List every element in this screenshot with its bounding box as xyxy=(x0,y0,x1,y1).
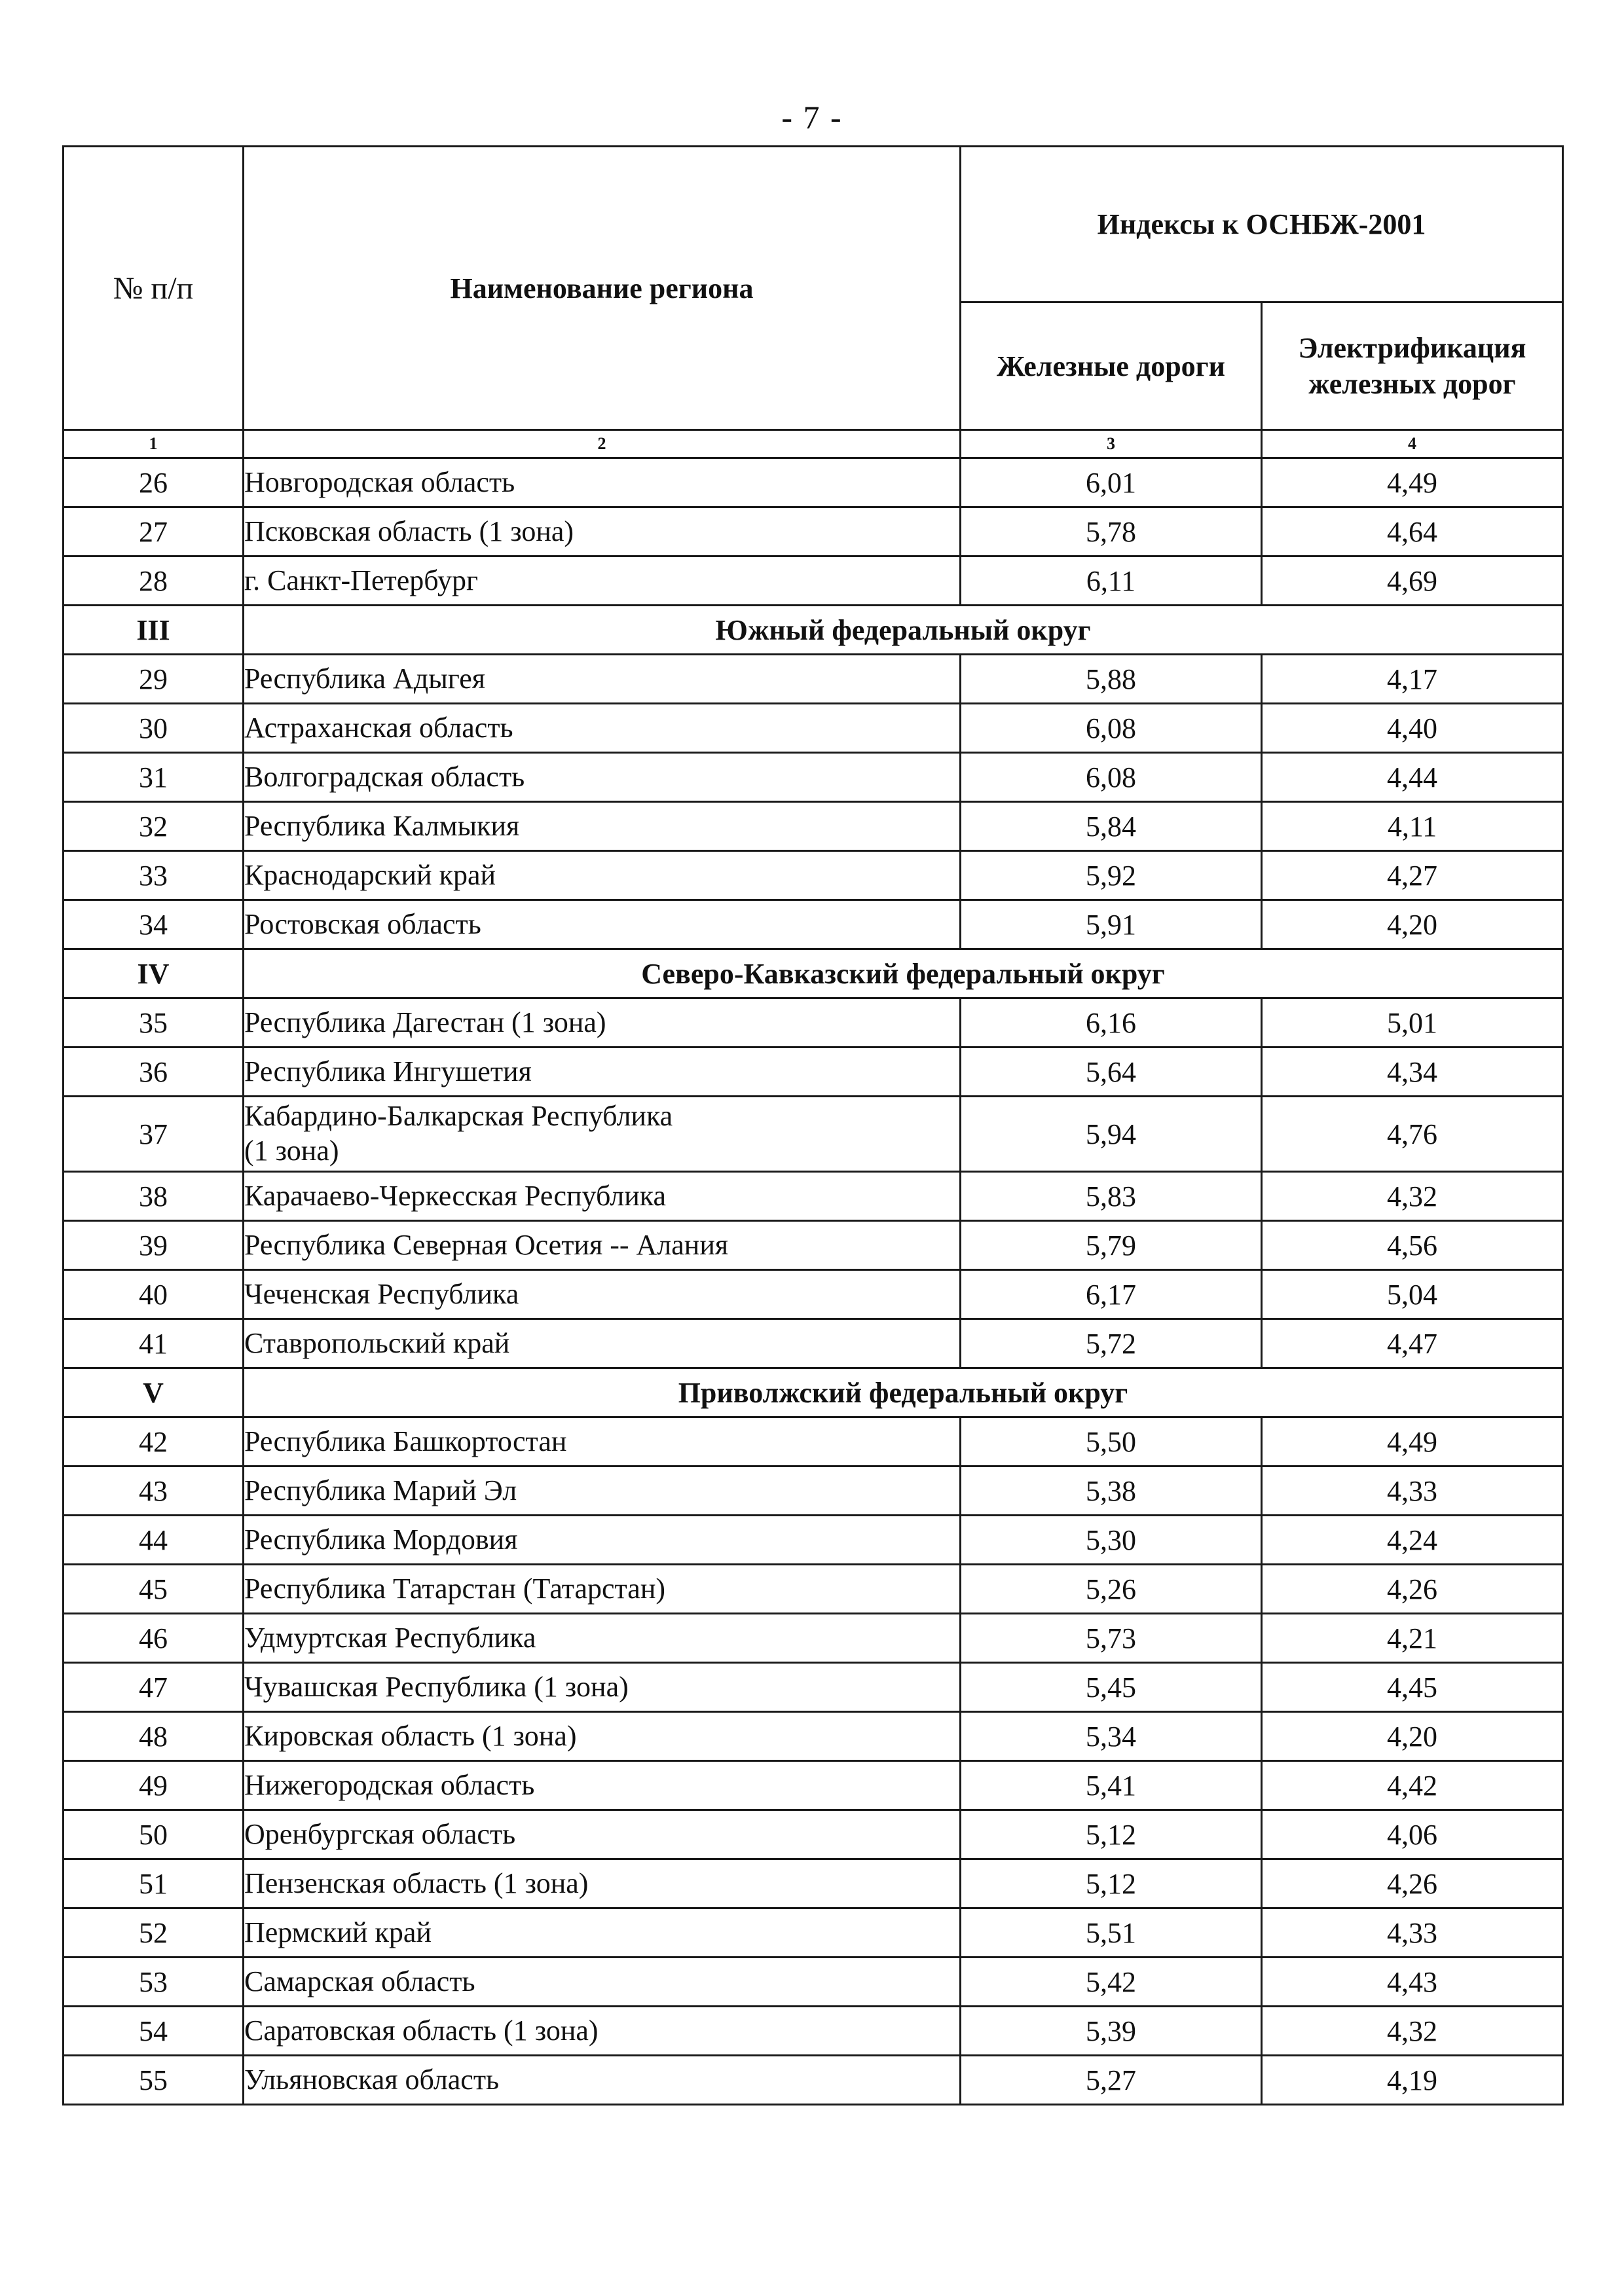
row-number: 26 xyxy=(64,458,244,507)
railway-index: 5,64 xyxy=(961,1048,1262,1097)
table-row xyxy=(64,1958,1563,2007)
railway-index: 5,83 xyxy=(961,1172,1262,1221)
region-name xyxy=(244,1614,961,1663)
railway-index: 5,39 xyxy=(961,2007,1262,2056)
railway-index: 5,12 xyxy=(961,1859,1262,1908)
row-number: 33 xyxy=(64,851,244,900)
region-name xyxy=(244,1565,961,1614)
region-name xyxy=(244,802,961,851)
region-name xyxy=(244,2056,961,2105)
region-name xyxy=(244,1810,961,1859)
region-name-line: Псковская область (1 зона) xyxy=(244,515,574,547)
railway-index: 5,78 xyxy=(961,507,1262,556)
region-name-line: Ульяновская область xyxy=(244,2063,500,2096)
railway-index: 6,08 xyxy=(961,704,1262,753)
row-number: 54 xyxy=(64,2007,244,2056)
electrification-index: 4,20 xyxy=(1262,900,1563,949)
row-number: 47 xyxy=(64,1663,244,1712)
region-name-line: Нижегородская область xyxy=(244,1768,535,1801)
header-railways: Железные дороги xyxy=(961,302,1262,430)
region-name xyxy=(244,1172,961,1221)
electrification-index: 4,42 xyxy=(1262,1761,1563,1810)
table-row xyxy=(64,458,1563,507)
electrification-index: 4,44 xyxy=(1262,753,1563,802)
header-number: № п/п xyxy=(64,147,244,430)
electrification-index: 4,49 xyxy=(1262,458,1563,507)
electrification-index: 4,33 xyxy=(1262,1908,1563,1958)
header-electrification: Электрификация железных дорог xyxy=(1262,302,1563,430)
row-number: 48 xyxy=(64,1712,244,1761)
row-number: 53 xyxy=(64,1958,244,2007)
region-name xyxy=(244,1319,961,1368)
row-number: 52 xyxy=(64,1908,244,1958)
railway-index: 5,84 xyxy=(961,802,1262,851)
region-name-line: Кировская область (1 зона) xyxy=(244,1719,577,1752)
row-number: 51 xyxy=(64,1859,244,1908)
region-name-line: Республика Северная Осетия -- Алания xyxy=(244,1228,729,1261)
row-number: 44 xyxy=(64,1516,244,1565)
region-name xyxy=(244,1958,961,2007)
region-name xyxy=(244,1417,961,1467)
region-name xyxy=(244,851,961,900)
table-row xyxy=(64,998,1563,1048)
railway-index: 5,88 xyxy=(961,655,1262,704)
region-name xyxy=(244,458,961,507)
row-number: 35 xyxy=(64,998,244,1048)
table-row xyxy=(64,1516,1563,1565)
table-row xyxy=(64,1761,1563,1810)
section-number: III xyxy=(64,606,244,655)
row-number: 45 xyxy=(64,1565,244,1614)
railway-index: 5,30 xyxy=(961,1516,1262,1565)
electrification-index: 4,43 xyxy=(1262,1958,1563,2007)
electrification-index: 4,33 xyxy=(1262,1467,1563,1516)
region-name-line: Республика Адыгея xyxy=(244,662,486,695)
region-name-line: Самарская область xyxy=(244,1965,475,1997)
row-number: 39 xyxy=(64,1221,244,1270)
region-name xyxy=(244,507,961,556)
electrification-index: 4,49 xyxy=(1262,1417,1563,1467)
row-number: 32 xyxy=(64,802,244,851)
row-number: 30 xyxy=(64,704,244,753)
table-row xyxy=(64,1048,1563,1097)
table-row xyxy=(64,1270,1563,1319)
region-name xyxy=(244,1270,961,1319)
table-row xyxy=(64,1614,1563,1663)
electrification-index: 4,27 xyxy=(1262,851,1563,900)
region-name-line: Волгоградская область xyxy=(244,760,525,793)
table-row xyxy=(64,1172,1563,1221)
railway-index: 5,34 xyxy=(961,1712,1262,1761)
row-number: 49 xyxy=(64,1761,244,1810)
region-name xyxy=(244,1663,961,1712)
section-title: Южный федеральный округ xyxy=(244,606,1563,655)
region-name-line: Республика Марий Эл xyxy=(244,1474,517,1506)
row-number: 37 xyxy=(64,1097,244,1172)
table-row xyxy=(64,1417,1563,1467)
row-number: 43 xyxy=(64,1467,244,1516)
region-name-line: г. Санкт-Петербург xyxy=(244,564,479,596)
railway-index: 5,26 xyxy=(961,1565,1262,1614)
table-row xyxy=(64,1663,1563,1712)
section-number: V xyxy=(64,1368,244,1417)
table-row xyxy=(64,1908,1563,1958)
region-name-line: Республика Татарстан (Татарстан) xyxy=(244,1572,666,1605)
railway-index: 5,27 xyxy=(961,2056,1262,2105)
electrification-index: 4,26 xyxy=(1262,1565,1563,1614)
electrification-index: 5,01 xyxy=(1262,998,1563,1048)
railway-index: 5,73 xyxy=(961,1614,1262,1663)
row-number: 31 xyxy=(64,753,244,802)
region-name xyxy=(244,1761,961,1810)
electrification-index: 4,11 xyxy=(1262,802,1563,851)
region-name xyxy=(244,655,961,704)
region-name-line: Республика Башкортостан xyxy=(244,1425,567,1457)
column-index-4: 4 xyxy=(1262,430,1563,458)
region-name xyxy=(244,1516,961,1565)
railway-index: 5,91 xyxy=(961,900,1262,949)
table-row xyxy=(64,655,1563,704)
electrification-index: 4,64 xyxy=(1262,507,1563,556)
region-name xyxy=(244,1859,961,1908)
region-name-line: Республика Ингушетия xyxy=(244,1055,532,1087)
electrification-index: 4,19 xyxy=(1262,2056,1563,2105)
region-name xyxy=(244,1908,961,1958)
region-name xyxy=(244,1221,961,1270)
electrification-index: 4,32 xyxy=(1262,2007,1563,2056)
railway-index: 5,45 xyxy=(961,1663,1262,1712)
section-row xyxy=(64,606,1563,655)
railway-index: 5,72 xyxy=(961,1319,1262,1368)
region-name xyxy=(244,2007,961,2056)
region-name xyxy=(244,1467,961,1516)
region-name xyxy=(244,704,961,753)
row-number: 38 xyxy=(64,1172,244,1221)
electrification-index: 4,76 xyxy=(1262,1097,1563,1172)
electrification-index: 4,69 xyxy=(1262,556,1563,606)
railway-index: 6,17 xyxy=(961,1270,1262,1319)
region-name xyxy=(244,753,961,802)
row-number: 29 xyxy=(64,655,244,704)
column-index-3: 3 xyxy=(961,430,1262,458)
region-name-line: Чувашская Республика (1 зона) xyxy=(244,1670,629,1703)
row-number: 34 xyxy=(64,900,244,949)
column-index-1: 1 xyxy=(64,430,244,458)
electrification-index: 4,34 xyxy=(1262,1048,1563,1097)
table-row xyxy=(64,1810,1563,1859)
row-number: 36 xyxy=(64,1048,244,1097)
table-row xyxy=(64,753,1563,802)
electrification-index: 4,26 xyxy=(1262,1859,1563,1908)
row-number: 41 xyxy=(64,1319,244,1368)
railway-index: 5,41 xyxy=(961,1761,1262,1810)
header-region-name: Наименование региона xyxy=(244,147,961,430)
railway-index: 6,16 xyxy=(961,998,1262,1048)
region-name xyxy=(244,1048,961,1097)
section-row xyxy=(64,949,1563,998)
row-number: 50 xyxy=(64,1810,244,1859)
section-number: IV xyxy=(64,949,244,998)
railway-index: 5,42 xyxy=(961,1958,1262,2007)
table-row xyxy=(64,556,1563,606)
electrification-index: 4,45 xyxy=(1262,1663,1563,1712)
region-name-line: Ростовская область xyxy=(244,907,481,940)
electrification-index: 5,04 xyxy=(1262,1270,1563,1319)
row-number: 55 xyxy=(64,2056,244,2105)
railway-index: 6,11 xyxy=(961,556,1262,606)
region-name-line: Кабардино-Балкарская Республика xyxy=(244,1100,673,1133)
region-name-line: Пензенская область (1 зона) xyxy=(244,1867,589,1899)
region-name-line: Карачаево-Черкесская Республика xyxy=(244,1179,666,1212)
table-row xyxy=(64,704,1563,753)
railway-index: 6,08 xyxy=(961,753,1262,802)
electrification-index: 4,56 xyxy=(1262,1221,1563,1270)
electrification-index: 4,21 xyxy=(1262,1614,1563,1663)
table-body xyxy=(64,458,1563,2105)
section-row xyxy=(64,1368,1563,1417)
electrification-index: 4,20 xyxy=(1262,1712,1563,1761)
region-name-line: Республика Мордовия xyxy=(244,1523,518,1556)
railway-index: 5,12 xyxy=(961,1810,1262,1859)
row-number: 27 xyxy=(64,507,244,556)
column-index-2: 2 xyxy=(244,430,961,458)
region-name-line: Республика Калмыкия xyxy=(244,809,520,842)
table-row xyxy=(64,802,1563,851)
electrification-index: 4,17 xyxy=(1262,655,1563,704)
railway-index: 6,01 xyxy=(961,458,1262,507)
table-row xyxy=(64,900,1563,949)
region-name-line: Чеченская Республика xyxy=(244,1277,519,1310)
header-index-group: Индексы к ОСНБЖ-2001 xyxy=(961,147,1563,302)
page-number: - 7 - xyxy=(781,99,843,136)
electrification-index: 4,24 xyxy=(1262,1516,1563,1565)
railway-index: 5,94 xyxy=(961,1097,1262,1172)
region-name-line: Новгородская область xyxy=(244,465,515,498)
railway-index: 5,92 xyxy=(961,851,1262,900)
section-title: Приволжский федеральный округ xyxy=(244,1368,1563,1417)
section-title: Северо-Кавказский федеральный округ xyxy=(244,949,1563,998)
electrification-index: 4,32 xyxy=(1262,1172,1563,1221)
region-name xyxy=(244,998,961,1048)
region-name xyxy=(244,556,961,606)
table-row xyxy=(64,2007,1563,2056)
table-row xyxy=(64,851,1563,900)
row-number: 40 xyxy=(64,1270,244,1319)
railway-index: 5,50 xyxy=(961,1417,1262,1467)
row-number: 46 xyxy=(64,1614,244,1663)
table-row xyxy=(64,1097,1563,1172)
region-name-line: Пермский край xyxy=(244,1916,432,1948)
table-row xyxy=(64,2056,1563,2105)
region-name-line: Краснодарский край xyxy=(244,858,496,891)
railway-index: 5,79 xyxy=(961,1221,1262,1270)
table-row xyxy=(64,1221,1563,1270)
table-row xyxy=(64,1565,1563,1614)
region-name-line: Саратовская область (1 зона) xyxy=(244,2014,599,2047)
table-row xyxy=(64,1859,1563,1908)
region-name-line: Удмуртская Республика xyxy=(244,1621,536,1654)
region-name-line: (1 зона) xyxy=(244,1135,339,1167)
table-header xyxy=(64,147,1563,458)
regions-index-table xyxy=(62,145,1564,2105)
region-name xyxy=(244,900,961,949)
region-name-line: Астраханская область xyxy=(244,711,513,744)
railway-index: 5,38 xyxy=(961,1467,1262,1516)
table-row xyxy=(64,507,1563,556)
region-name-line: Ставропольский край xyxy=(244,1326,510,1359)
railway-index: 5,51 xyxy=(961,1908,1262,1958)
column-index-row xyxy=(64,430,1563,458)
row-number: 28 xyxy=(64,556,244,606)
electrification-index: 4,06 xyxy=(1262,1810,1563,1859)
region-name-line: Республика Дагестан (1 зона) xyxy=(244,1006,606,1038)
region-name-line: Оренбургская область xyxy=(244,1817,516,1850)
table-row xyxy=(64,1319,1563,1368)
row-number: 42 xyxy=(64,1417,244,1467)
electrification-index: 4,47 xyxy=(1262,1319,1563,1368)
table-row xyxy=(64,1712,1563,1761)
region-name xyxy=(244,1712,961,1761)
region-name xyxy=(244,1097,961,1172)
electrification-index: 4,40 xyxy=(1262,704,1563,753)
table-row xyxy=(64,1467,1563,1516)
